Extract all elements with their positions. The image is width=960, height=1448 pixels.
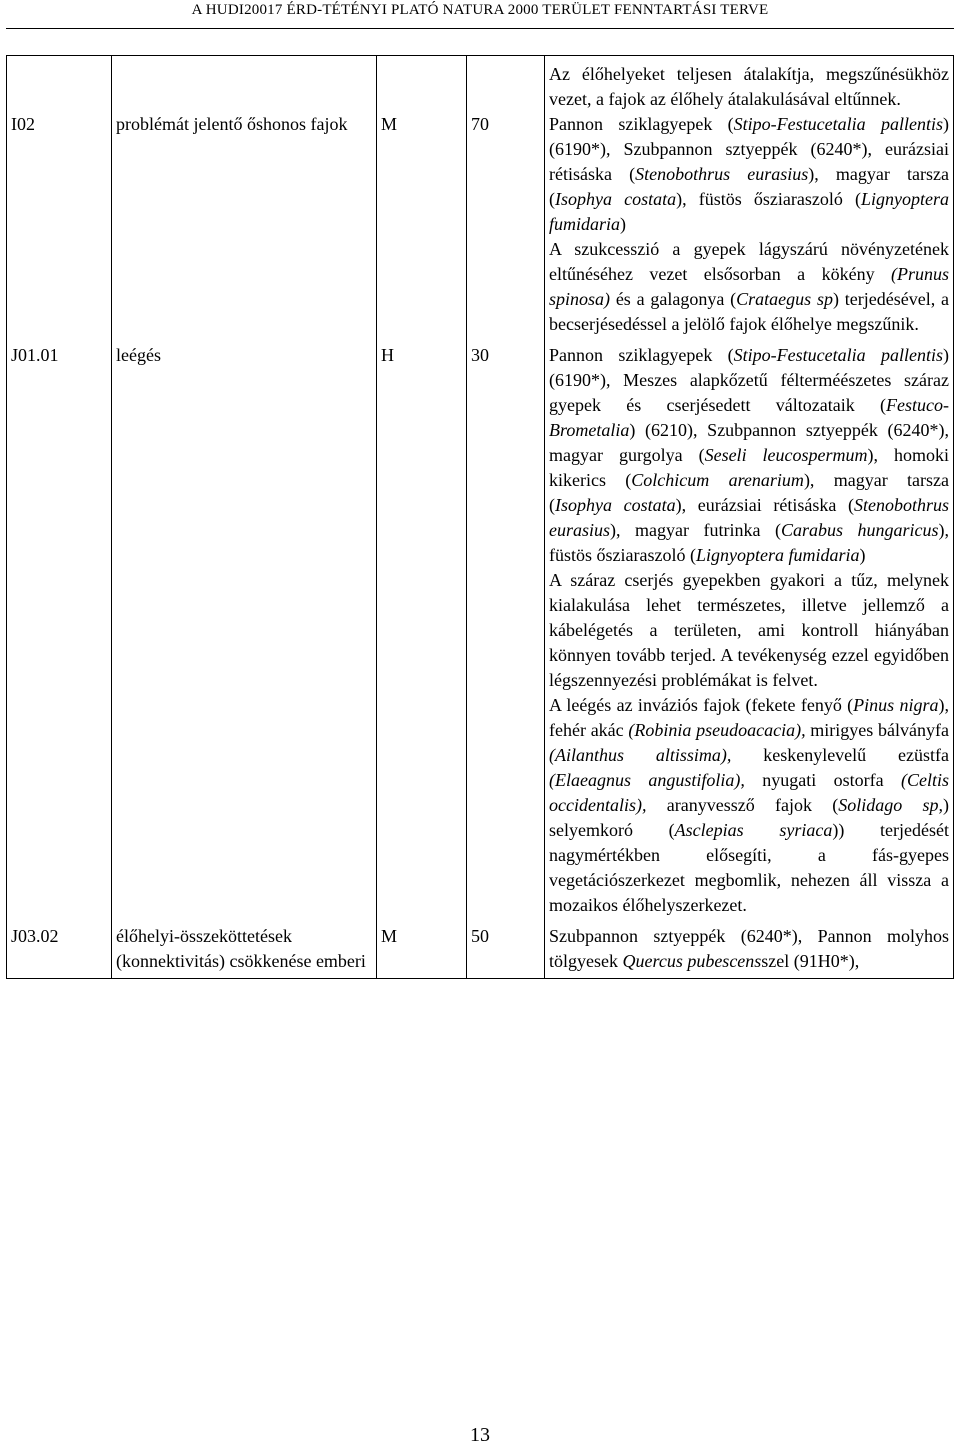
affected-habitats: Pannon sziklagyepek (Stipo-Festucetalia pallentis) (6190*), Szubpannon sztyeppék (6240*), eurázsiai rétisáska (Stenobothrus eurasius), magyar tarsza (Isophya costata), füstös ősziaraszoló (Lignyoptera fumidaria) bbox=[549, 114, 950, 234]
page-number: 13 bbox=[470, 1424, 490, 1446]
header-title: A HUDI20017 ÉRD-TÉTÉNYI PLATÓ NATURA 2000 TERÜLET FENNTARTÁSI TERVE bbox=[191, 2, 769, 18]
threat-code: J03.02 bbox=[7, 918, 112, 979]
threat-description bbox=[545, 112, 954, 337]
page-header bbox=[0, 2, 960, 26]
threat-name: problémát jelentő őshonos fajok bbox=[112, 112, 377, 337]
threat-code: J01.01 bbox=[7, 337, 112, 918]
table-row bbox=[7, 112, 954, 337]
affected-habitats: Szubpannon sztyeppék (6240*), Pannon molyhos tölgyesek Quercus pubescensszel (91H0*), bbox=[549, 926, 949, 971]
threat-category: M bbox=[377, 112, 467, 337]
threat-rank: 70 bbox=[467, 112, 545, 337]
description-text: A leégés az inváziós fajok (fekete fenyő (Pinus nigra), fehér akác (Robinia pseudoacacia), mirigyes bálványfa (Ailanthus altissima), keskenylevelű ezüstfa (Elaeagnus angustifolia), nyugati ostorfa (Celtis occidentalis), aranyvessző fajok (Solidago sp,) selyemkoró (Asclepias syriaca)) terjedését nagymértékben elősegíti, a fás-gyepes vegetációszerkezet megbomlik, nehezen áll vissza a mozaikos élőhelyszerkezet. bbox=[549, 695, 949, 915]
table-row bbox=[7, 56, 954, 113]
description-text: A szukcesszió a gyepek lágyszárú növényzetének eltűnéséhez vezet elsősorban a kökény (Prunus spinosa) és a galagonya (Crataegus sp) terjedésével, a becserjésedéssel a jelölő fajok élőhelye megszűnik. bbox=[549, 239, 949, 334]
threat-name bbox=[112, 56, 377, 113]
affected-habitats: Pannon sziklagyepek (Stipo-Festucetalia pallentis) (6190*), Meszes alapkőzetű félterméészetes száraz gyepek és cserjésedett változataik (Festuco-Brometalia) (6210), Szubpannon sztyeppék (6240*), magyar gurgolya (Seseli leucospermum), homoki kikerics (Colchicum arenarium), magyar tarsza (Isophya costata), eurázsiai rétisáska (Stenobothrus eurasius), magyar futrinka (Carabus hungaricus), füstös ősziaraszoló (Lignyoptera fumidaria) bbox=[549, 345, 950, 565]
threat-rank: 30 bbox=[467, 337, 545, 918]
table-row bbox=[7, 918, 954, 979]
threat-category bbox=[377, 56, 467, 113]
threat-category: H bbox=[377, 337, 467, 918]
threat-rank: 50 bbox=[467, 918, 545, 979]
header-divider bbox=[6, 28, 954, 29]
threat-description bbox=[545, 337, 954, 918]
threat-category: M bbox=[377, 918, 467, 979]
threats-table bbox=[6, 55, 954, 979]
threat-name: élőhelyi-összeköttetések (konnektivitás) csökkenése emberi bbox=[112, 918, 377, 979]
threat-description bbox=[545, 918, 954, 979]
threat-code bbox=[7, 56, 112, 113]
description-text: A száraz cserjés gyepekben gyakori a tűz, melynek kialakulása lehet természetes, illetve jellemző a kábelégetés a területen, ami kontroll hiányában könnyen tovább terjed. A tevékenység ezzel egyidőben légszennyezési problémákat is felvet. bbox=[549, 570, 949, 690]
table-row bbox=[7, 337, 954, 918]
threat-code: I02 bbox=[7, 112, 112, 337]
threat-description bbox=[545, 56, 954, 113]
threat-rank bbox=[467, 56, 545, 113]
description-text: Az élőhelyeket teljesen átalakítja, megszűnésükhöz vezet, a fajok az élőhely átalakulásával eltűnnek. bbox=[549, 64, 949, 109]
threat-name: leégés bbox=[112, 337, 377, 918]
